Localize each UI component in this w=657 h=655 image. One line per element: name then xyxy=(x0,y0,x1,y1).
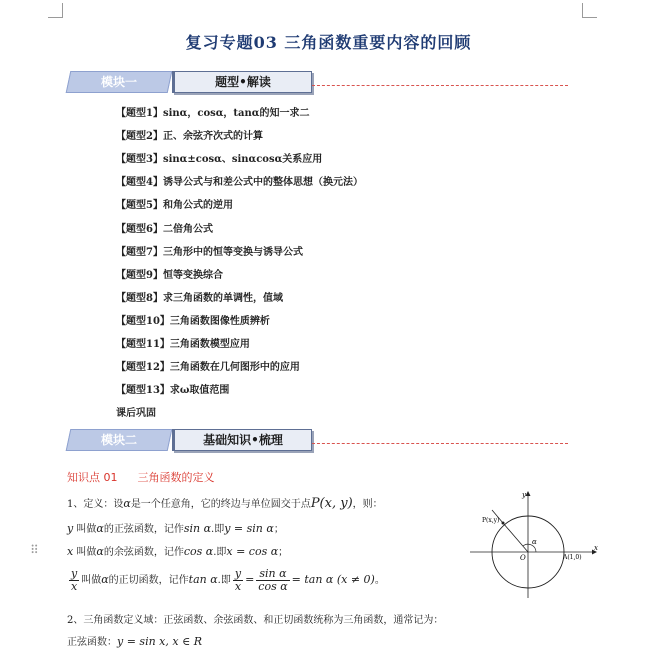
section-label: 基础知识•梳理 xyxy=(172,429,312,451)
section-tab xyxy=(66,429,173,451)
math-x: x xyxy=(67,545,74,558)
sine-function-line xyxy=(67,633,202,648)
list-item[interactable]: 【题型10】三角函数图像性质辨析 xyxy=(116,316,270,327)
knowledge-point-heading: 三角函数的定义 xyxy=(137,471,215,484)
unit-circle-figure xyxy=(470,488,600,600)
math-y: y xyxy=(67,522,74,535)
math-alpha: α xyxy=(101,573,109,586)
text-span: 正弦函数： xyxy=(67,637,117,648)
drag-handle-icon[interactable]: ⠿ xyxy=(30,543,40,557)
tangent-definition-line xyxy=(67,568,385,593)
text-span: 叫做 xyxy=(76,547,97,558)
label-alpha: α xyxy=(532,538,537,546)
text-span: 是一个任意角，它的终边与单位圆交于点 xyxy=(130,499,311,510)
label-a: A(1,0) xyxy=(563,554,582,561)
list-item[interactable]: 【题型12】三角函数在几何图形中的应用 xyxy=(116,362,300,373)
text-span: .即 xyxy=(217,575,231,586)
terminal-side xyxy=(503,523,528,552)
math-tan: tan α xyxy=(188,573,218,586)
list-item[interactable]: 【题型3】sinα±cosα、sinαcosα关系应用 xyxy=(116,154,323,165)
text-span: 叫做 xyxy=(76,524,97,535)
text-span: 叫做 xyxy=(81,575,102,586)
math-equals: = xyxy=(245,573,255,586)
list-item[interactable]: 【题型9】恒等变换综合 xyxy=(116,270,223,281)
page-title: 复习专题03 三角函数重要内容的回顾 xyxy=(185,33,472,52)
page-corner-mark xyxy=(582,3,597,18)
text-span: 的余弦函数，记作 xyxy=(103,547,184,558)
list-item[interactable]: 【题型4】诱导公式与和差公式中的整体思想（换元法） xyxy=(116,177,363,188)
math-alpha: α xyxy=(123,497,131,510)
list-item[interactable]: 【题型2】正、余弦齐次式的计算 xyxy=(116,131,263,142)
section-label: 题型•解读 xyxy=(172,71,312,93)
math-alpha: α xyxy=(96,522,104,535)
section-header-2 xyxy=(68,429,568,451)
text-span: 。 xyxy=(374,575,385,586)
text-span: ； xyxy=(278,547,289,558)
list-item[interactable]: 【题型1】sinα，cosα，tanα的知一求二 xyxy=(116,108,310,119)
frac-den: cos α xyxy=(258,580,288,593)
list-item[interactable]: 【题型5】和角公式的逆用 xyxy=(116,200,233,211)
math-alpha: α xyxy=(96,545,104,558)
frac-den: x xyxy=(234,580,242,593)
text-span: 的正切函数，记作 xyxy=(108,575,189,586)
page-corner-mark xyxy=(48,3,63,18)
frac-num: y xyxy=(234,567,242,580)
section-tab-label: 模块二 xyxy=(100,433,137,447)
cosine-definition-line xyxy=(67,543,288,558)
math-sin: sin α xyxy=(183,522,212,535)
math-cos-eq: x = cos α xyxy=(226,545,279,558)
math-sine-formula: y = sin x, x ∈ R xyxy=(117,635,202,648)
math-cos: cos α xyxy=(183,545,214,558)
section-tab xyxy=(66,71,173,93)
text-span: ； xyxy=(273,524,284,535)
frac-num: y xyxy=(71,567,78,580)
math-tan-eq: = tan α (x ≠ 0) xyxy=(291,573,375,586)
section-tab-label: 模块一 xyxy=(100,75,137,89)
point-p-marker xyxy=(502,522,505,525)
math-point-p: P(x, y) xyxy=(310,496,353,511)
section-header-1 xyxy=(68,71,568,93)
text-span: ，则： xyxy=(352,499,383,510)
fraction-y-over-x xyxy=(69,568,79,593)
text-span: 的正弦函数，记作 xyxy=(103,524,184,535)
label-y: y xyxy=(522,491,526,499)
section-divider xyxy=(312,85,568,86)
label-p: P(x,y) xyxy=(482,517,500,524)
y-axis-arrow-icon xyxy=(526,491,531,496)
fraction-y-over-x xyxy=(233,568,243,593)
list-item[interactable]: 课后巩固 xyxy=(116,408,156,419)
text-span: 1、定义：设 xyxy=(67,499,124,510)
fraction-sin-over-cos xyxy=(256,568,289,593)
knowledge-point-number: 知识点 01 xyxy=(67,471,118,484)
list-item[interactable]: 【题型11】三角函数模型应用 xyxy=(116,339,250,350)
math-sin-eq: y = sin α xyxy=(224,522,274,535)
list-item[interactable]: 【题型7】三角形中的恒等变换与诱导公式 xyxy=(116,247,303,258)
definition-domain-line: 2、三角函数定义域：正弦函数、余弦函数、和正切函数统称为三角函数，通常记为： xyxy=(67,615,444,626)
definition-line xyxy=(67,495,383,511)
label-x: x xyxy=(594,544,598,552)
sine-definition-line xyxy=(67,520,284,535)
frac-num: sin α xyxy=(256,568,289,581)
text-span: .即 xyxy=(211,524,225,535)
text-span: .即 xyxy=(213,547,227,558)
knowledge-point-title xyxy=(67,469,215,485)
label-origin: O xyxy=(520,554,526,562)
list-item[interactable]: 【题型13】求ω取值范围 xyxy=(116,385,230,396)
list-item[interactable]: 【题型8】求三角函数的单调性，值域 xyxy=(116,293,283,304)
frac-den: x xyxy=(71,580,78,593)
section-divider xyxy=(312,443,568,444)
list-item[interactable]: 【题型6】二倍角公式 xyxy=(116,224,213,235)
